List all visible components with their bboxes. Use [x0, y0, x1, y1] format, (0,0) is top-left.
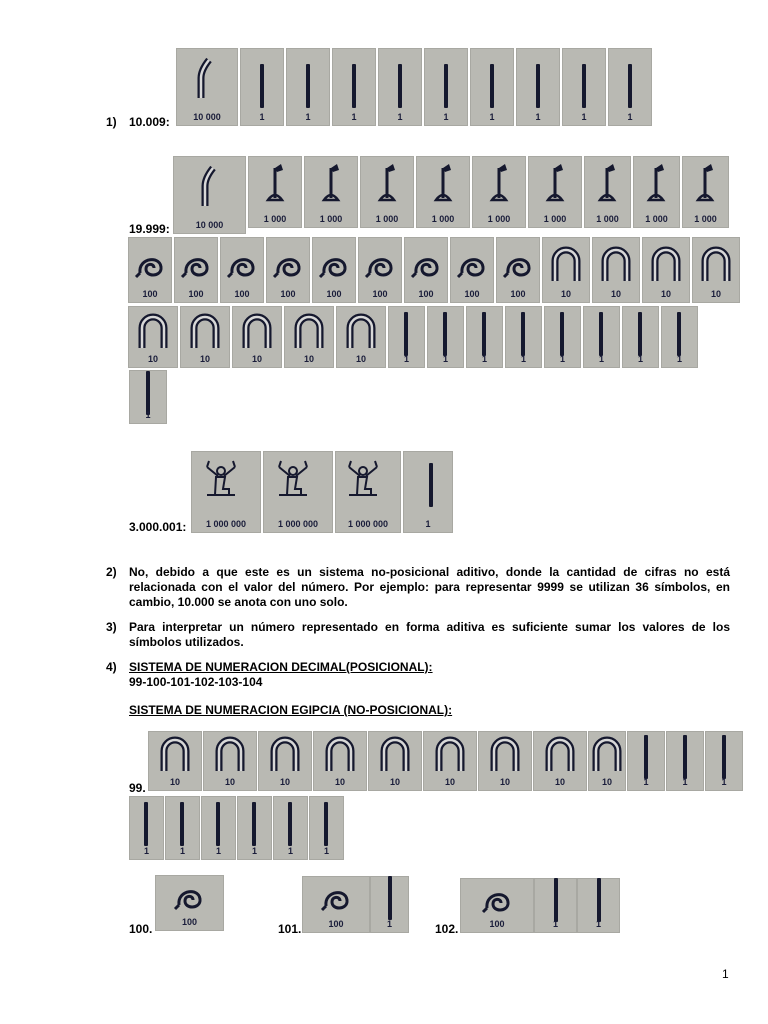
glyph-row-19999-thousands: [173, 156, 729, 234]
glyph-1: 1: [627, 731, 665, 791]
glyph-10: 10: [642, 237, 690, 303]
glyph-10: 10: [423, 731, 477, 791]
glyph-10: 10: [368, 731, 422, 791]
glyph-100: 100: [404, 237, 448, 303]
glyph-1000: 1 000: [416, 156, 470, 228]
glyph-1: 1: [309, 796, 344, 860]
decimal-sequence: 99-100-101-102-103-104: [129, 675, 263, 689]
glyph-100: 100: [302, 876, 370, 933]
glyph-10: 10: [533, 731, 587, 791]
question-number-3: 3): [106, 620, 117, 634]
answer-2-text: No, debido a que este es un sistema no-posicional aditivo, donde la cantidad de cifras no está relacionada con el valor del número. Por ejemplo: para representar 9999 se utilizan 36 símbolos, en cambio, 10.000 se anota con uno solo.: [129, 565, 730, 609]
glyph-1: 1: [201, 796, 236, 860]
glyph-1: 1: [237, 796, 272, 860]
glyph-10: 10: [478, 731, 532, 791]
glyph-1000: 1 000: [248, 156, 302, 228]
glyph-10: 10: [592, 237, 640, 303]
glyph-1000: 1 000: [633, 156, 680, 228]
glyph-1: 1: [608, 48, 652, 126]
page-number: 1: [722, 967, 729, 981]
glyph-1: 1: [534, 878, 577, 933]
glyph-100: 100: [220, 237, 264, 303]
glyph-10: 10: [284, 306, 334, 368]
glyph-1: 1: [661, 306, 698, 368]
heading-egyptian-system: SISTEMA DE NUMERACION EGIPCIA (NO-POSICIONAL):: [129, 703, 453, 717]
glyph-1: 1: [505, 306, 542, 368]
glyph-row-19999-tens-ones: [128, 306, 698, 368]
glyph-1: 1: [705, 731, 743, 791]
glyph-1: 1: [129, 370, 167, 424]
glyph-1000000: 1 000 000: [335, 451, 401, 533]
glyph-100: 100: [155, 875, 224, 931]
glyph-100: 100: [460, 878, 534, 933]
glyph-row-99-b: [129, 796, 344, 860]
glyph-1: 1: [240, 48, 284, 126]
glyph-row-100: [155, 875, 224, 931]
glyph-1000: 1 000: [528, 156, 582, 228]
glyph-1: 1: [424, 48, 468, 126]
glyph-1000: 1 000: [360, 156, 414, 228]
glyph-10: 10: [313, 731, 367, 791]
glyph-1: 1: [273, 796, 308, 860]
glyph-1: 1: [370, 876, 409, 933]
glyph-10: 10: [588, 731, 626, 791]
label-100: 100.: [129, 922, 153, 936]
glyph-10000: 10 000: [173, 156, 246, 234]
glyph-1: 1: [286, 48, 330, 126]
glyph-10: 10: [203, 731, 257, 791]
glyph-10: 10: [148, 731, 202, 791]
glyph-100: 100: [496, 237, 540, 303]
glyph-10: 10: [232, 306, 282, 368]
glyph-100: 100: [128, 237, 172, 303]
glyph-1000000: 1 000 000: [191, 451, 261, 533]
glyph-100: 100: [266, 237, 310, 303]
glyph-1: 1: [332, 48, 376, 126]
glyph-1: 1: [388, 306, 425, 368]
glyph-10: 10: [692, 237, 740, 303]
label-99: 99.: [129, 781, 146, 795]
label-102: 102.: [435, 922, 459, 936]
question-number-4: 4): [106, 660, 117, 674]
glyph-10: 10: [128, 306, 178, 368]
glyph-row-10009: [176, 48, 652, 126]
glyph-10: 10: [180, 306, 230, 368]
glyph-1: 1: [544, 306, 581, 368]
glyph-10: 10: [258, 731, 312, 791]
glyph-1: 1: [666, 731, 704, 791]
glyph-1: 1: [583, 306, 620, 368]
glyph-row-99-a: [148, 731, 743, 791]
glyph-1: 1: [466, 306, 503, 368]
label-3000001: 3.000.001:: [129, 520, 187, 534]
label-10009: 10.009:: [129, 115, 170, 129]
glyph-100: 100: [358, 237, 402, 303]
question-number-1: 1): [106, 115, 117, 129]
glyph-10: 10: [542, 237, 590, 303]
glyph-100: 100: [450, 237, 494, 303]
glyph-100: 100: [312, 237, 356, 303]
answer-3-text: Para interpretar un número representado en forma aditiva es suficiente sumar los valores de los símbolos utilizados.: [129, 620, 730, 649]
glyph-row-102: [460, 878, 620, 933]
glyph-1000: 1 000: [584, 156, 631, 228]
glyph-row-19999-last: [129, 370, 167, 424]
glyph-1000: 1 000: [682, 156, 729, 228]
glyph-1: 1: [622, 306, 659, 368]
glyph-1: 1: [577, 878, 620, 933]
label-19999: 19.999:: [129, 222, 170, 236]
glyph-100: 100: [174, 237, 218, 303]
glyph-1: 1: [562, 48, 606, 126]
glyph-row-3000001: [191, 451, 453, 533]
glyph-1000: 1 000: [472, 156, 526, 228]
glyph-1: 1: [516, 48, 560, 126]
glyph-1000000: 1 000 000: [263, 451, 333, 533]
glyph-10000: 10 000: [176, 48, 238, 126]
label-101: 101.: [278, 922, 302, 936]
glyph-1: 1: [427, 306, 464, 368]
question-number-2: 2): [106, 565, 117, 579]
glyph-1000: 1 000: [304, 156, 358, 228]
glyph-1: 1: [165, 796, 200, 860]
heading-decimal-system: SISTEMA DE NUMERACION DECIMAL(POSICIONAL):: [129, 660, 433, 674]
glyph-10: 10: [336, 306, 386, 368]
glyph-1: 1: [470, 48, 514, 126]
glyph-1: 1: [129, 796, 164, 860]
glyph-1: 1: [403, 451, 453, 533]
glyph-row-101: [302, 876, 409, 933]
glyph-1: 1: [378, 48, 422, 126]
glyph-row-19999-hundreds-tens: [128, 237, 740, 303]
